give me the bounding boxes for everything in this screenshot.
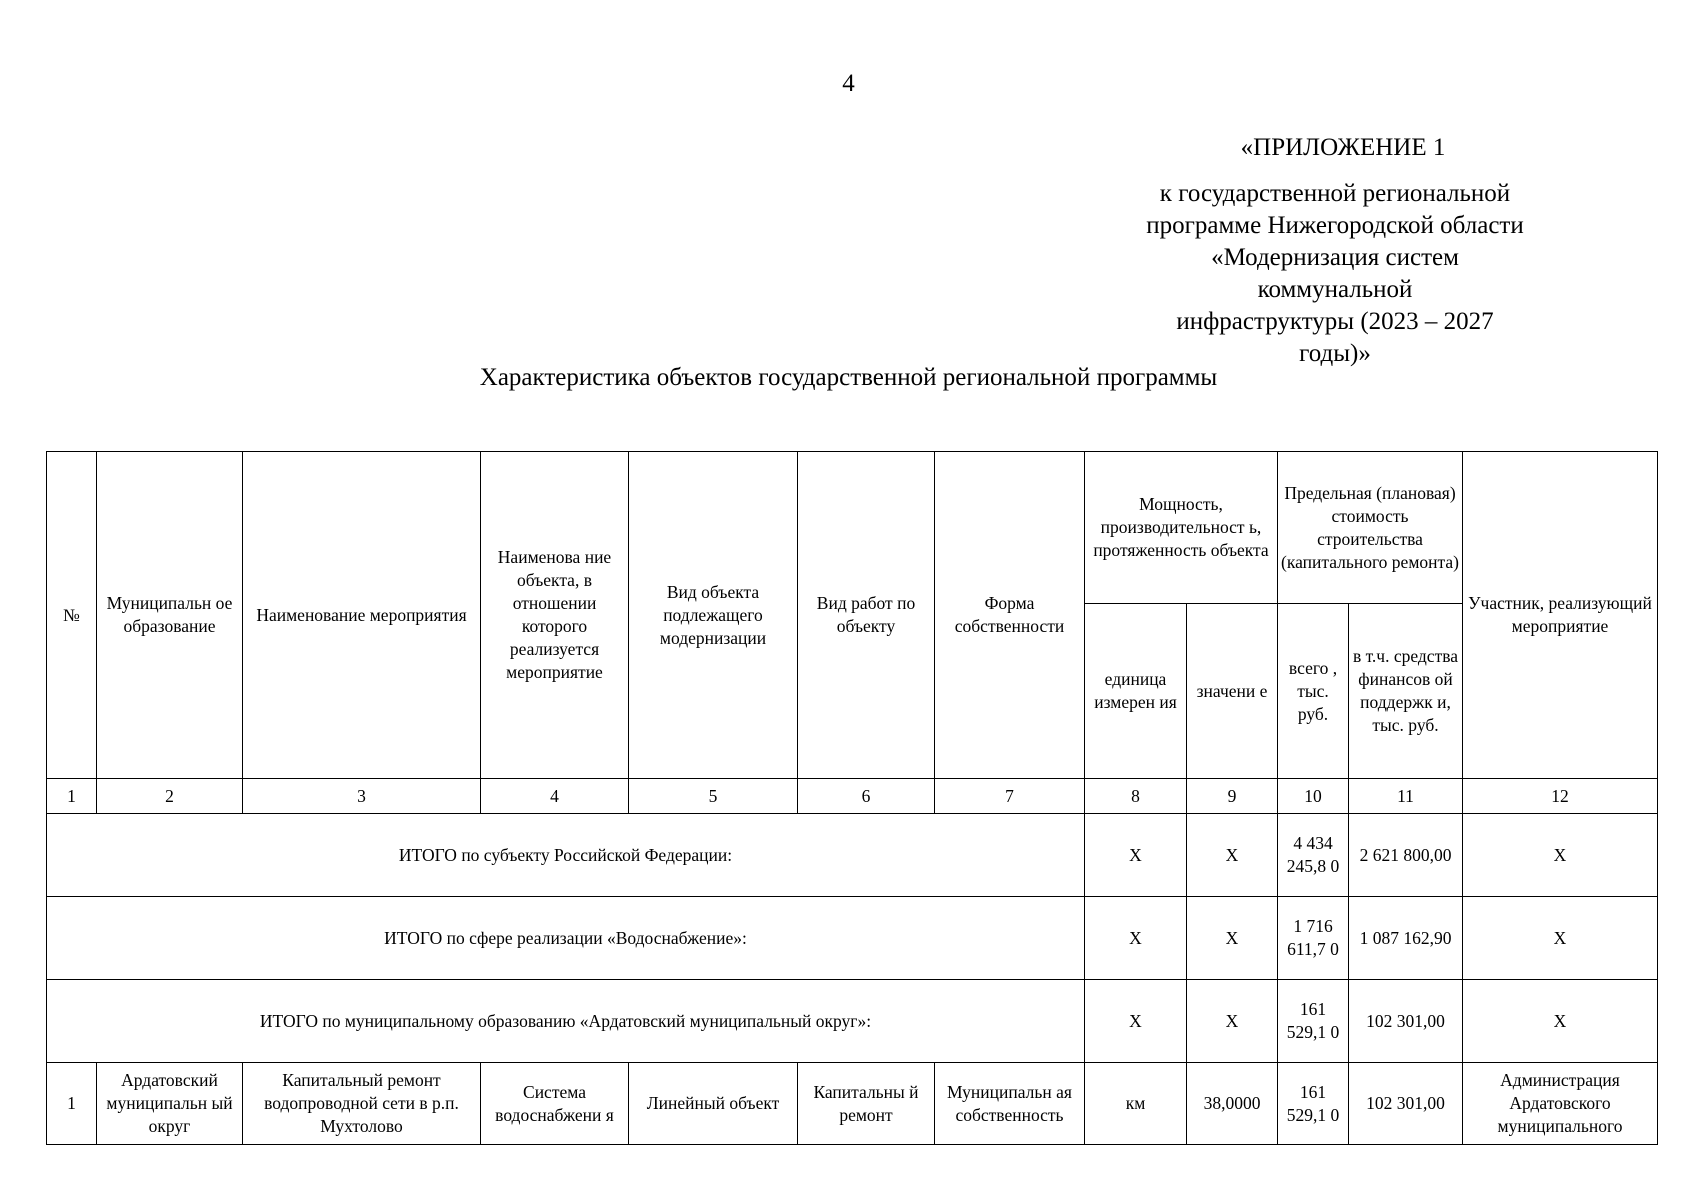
total-label: ИТОГО по сфере реализации «Водоснабжение»: bbox=[47, 897, 1085, 980]
header-object-type: Вид объекта подлежащего модернизации bbox=[629, 452, 798, 779]
total-row bbox=[47, 980, 1658, 1063]
objects-table bbox=[46, 451, 1658, 1145]
appendix-line: к государственной региональной bbox=[1159, 180, 1511, 207]
header-row bbox=[47, 452, 1658, 604]
page-number: 4 bbox=[842, 70, 855, 97]
row-object-type: Линейный объект bbox=[629, 1063, 798, 1145]
total-row bbox=[47, 897, 1658, 980]
column-number: 5 bbox=[629, 779, 798, 814]
header-ownership: Форма собственности bbox=[935, 452, 1085, 779]
row-unit: км bbox=[1085, 1063, 1187, 1145]
total-cost: 161 529,1 0 bbox=[1278, 980, 1349, 1063]
appendix-line: «Модернизация систем коммунальной bbox=[1211, 244, 1459, 303]
header-participant: Участник, реализующий мероприятие bbox=[1463, 452, 1658, 779]
total-support: 2 621 800,00 bbox=[1349, 814, 1463, 897]
row-object-name: Система водоснабжени я bbox=[481, 1063, 629, 1145]
total-unit: Х bbox=[1085, 814, 1187, 897]
column-number: 10 bbox=[1278, 779, 1349, 814]
row-total: 161 529,1 0 bbox=[1278, 1063, 1349, 1145]
column-number: 7 bbox=[935, 779, 1085, 814]
appendix-block bbox=[1145, 134, 1525, 370]
column-number: 8 bbox=[1085, 779, 1187, 814]
header-object-name: Наименова ние объекта, в отношении которого реализуется мероприятие bbox=[481, 452, 629, 779]
column-number: 1 bbox=[47, 779, 97, 814]
header-total: всего , тыс. руб. bbox=[1278, 604, 1349, 779]
total-cost: 4 434 245,8 0 bbox=[1278, 814, 1349, 897]
total-participant: Х bbox=[1463, 814, 1658, 897]
total-participant: Х bbox=[1463, 980, 1658, 1063]
row-ownership: Муниципальн ая собственность bbox=[935, 1063, 1085, 1145]
row-support: 102 301,00 bbox=[1349, 1063, 1463, 1145]
total-participant: Х bbox=[1463, 897, 1658, 980]
column-number: 2 bbox=[97, 779, 243, 814]
total-support: 1 087 162,90 bbox=[1349, 897, 1463, 980]
total-label: ИТОГО по муниципальному образованию «Ардатовский муниципальный округ»: bbox=[47, 980, 1085, 1063]
total-label: ИТОГО по субъекту Российской Федерации: bbox=[47, 814, 1085, 897]
appendix-line: инфраструктуры (2023 – 2027 годы)» bbox=[1176, 308, 1494, 367]
column-number: 12 bbox=[1463, 779, 1658, 814]
column-number: 3 bbox=[243, 779, 481, 814]
header-event: Наименование мероприятия bbox=[243, 452, 481, 779]
document-title: Характеристика объектов государственной региональной программы bbox=[479, 364, 1218, 391]
header-num: № bbox=[47, 452, 97, 779]
appendix-title: «ПРИЛОЖЕНИЕ 1 bbox=[1240, 134, 1446, 161]
header-unit: единица измерен ия bbox=[1085, 604, 1187, 779]
row-participant: Администрация Ардатовского муниципального bbox=[1463, 1063, 1658, 1145]
header-value: значени е bbox=[1187, 604, 1278, 779]
total-unit: Х bbox=[1085, 980, 1187, 1063]
total-value: Х bbox=[1187, 980, 1278, 1063]
total-unit: Х bbox=[1085, 897, 1187, 980]
row-value: 38,0000 bbox=[1187, 1063, 1278, 1145]
column-number: 6 bbox=[798, 779, 935, 814]
total-value: Х bbox=[1187, 897, 1278, 980]
table-row bbox=[47, 1063, 1658, 1145]
total-row bbox=[47, 814, 1658, 897]
appendix-line: программе Нижегородской области bbox=[1146, 212, 1524, 239]
column-numbers-row bbox=[47, 779, 1658, 814]
row-municipality: Ардатовский муниципальн ый округ bbox=[97, 1063, 243, 1145]
header-municipality: Муниципальн ое образование bbox=[97, 452, 243, 779]
column-number: 9 bbox=[1187, 779, 1278, 814]
row-num: 1 bbox=[47, 1063, 97, 1145]
total-cost: 1 716 611,7 0 bbox=[1278, 897, 1349, 980]
row-event: Капитальный ремонт водопроводной сети в р.п. Мухтолово bbox=[243, 1063, 481, 1145]
column-number: 11 bbox=[1349, 779, 1463, 814]
row-work-type: Капитальны й ремонт bbox=[798, 1063, 935, 1145]
total-value: Х bbox=[1187, 814, 1278, 897]
column-number: 4 bbox=[481, 779, 629, 814]
total-support: 102 301,00 bbox=[1349, 980, 1463, 1063]
header-cost: Предельная (плановая) стоимость строительства (капитального ремонта) bbox=[1278, 452, 1463, 604]
header-support: в т.ч. средства финансов ой поддержк и, тыс. руб. bbox=[1349, 604, 1463, 779]
header-work-type: Вид работ по объекту bbox=[798, 452, 935, 779]
header-capacity: Мощность, производительност ь, протяженность объекта bbox=[1085, 452, 1278, 604]
